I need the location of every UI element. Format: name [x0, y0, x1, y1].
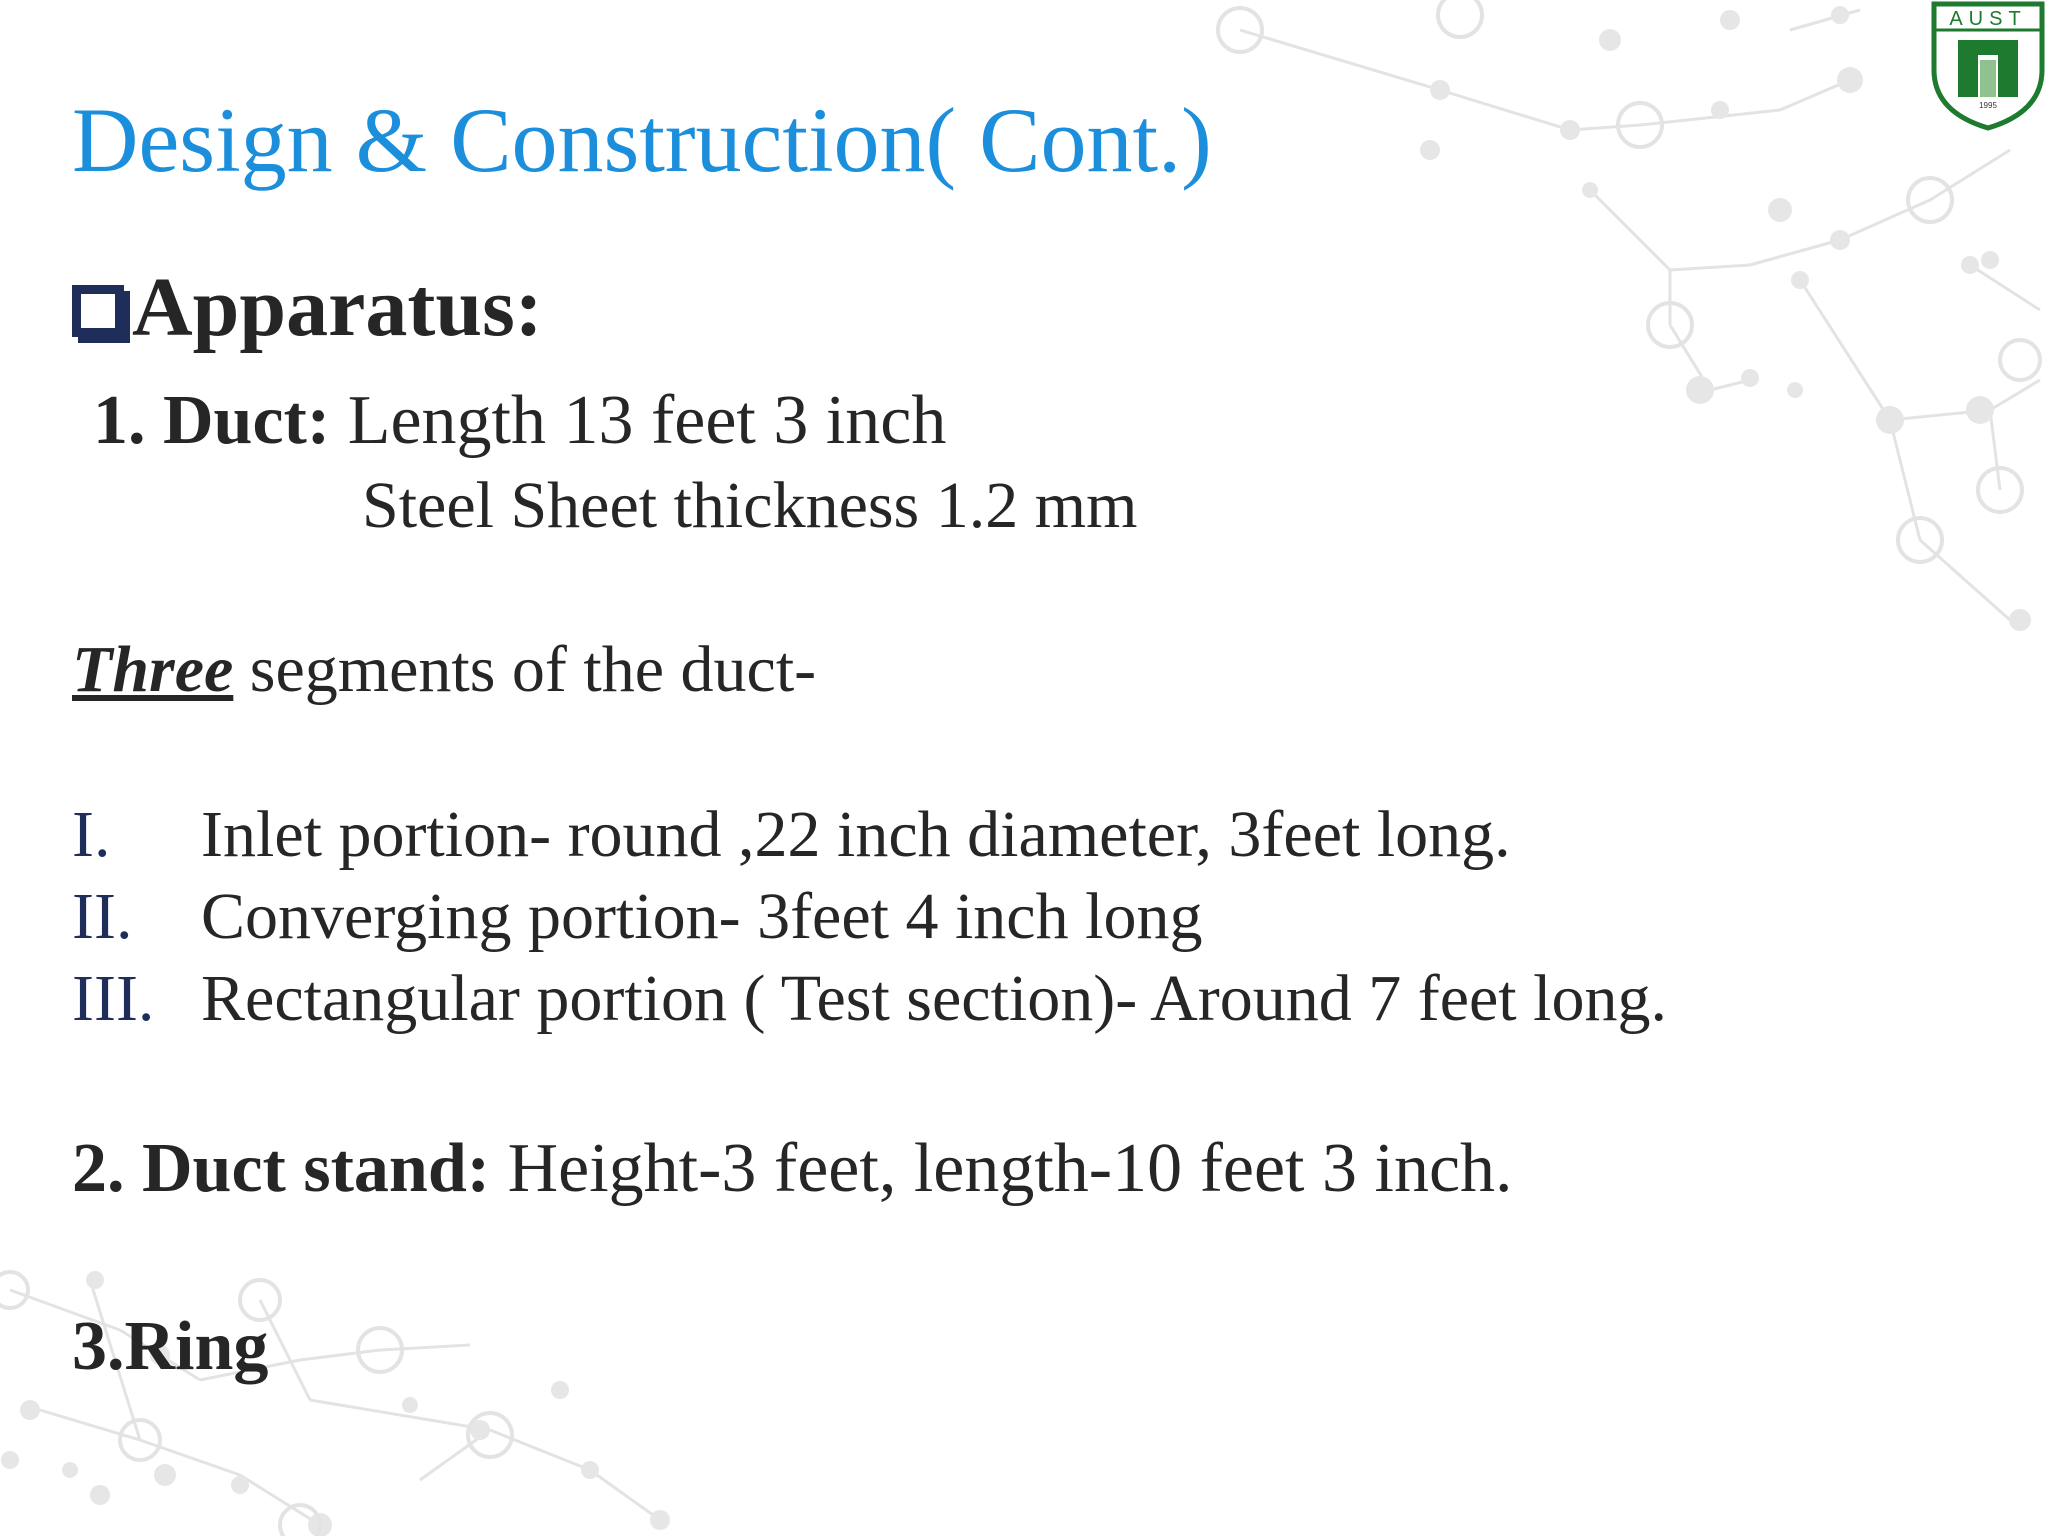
slide-title: Design & Construction( Cont.) — [72, 89, 1212, 191]
segment-item — [72, 881, 1202, 954]
segments-intro — [72, 634, 816, 707]
segment-text: Converging portion- 3feet 4 inch long — [201, 880, 1203, 953]
segments-intro-text: segments of the duct- — [249, 633, 817, 706]
logo-text: AUST — [1949, 8, 2027, 30]
aust-logo — [1928, 0, 2048, 132]
duct-stand-text: Height-3 feet, length-10 feet 3 inch. — [507, 1130, 1513, 1207]
apparatus-heading — [72, 262, 543, 354]
duct-stand-label: 2. Duct stand: — [72, 1130, 491, 1207]
segment-item — [72, 963, 1667, 1036]
segment-number: II. — [72, 880, 133, 953]
logo-year: 1995 — [1979, 101, 1997, 110]
segment-number: III. — [72, 962, 155, 1035]
duct-length: Length 13 feet 3 inch — [347, 382, 947, 459]
segments-intro-emphasis: Three — [72, 633, 234, 706]
duct-thickness: Steel Sheet thickness 1.2 mm — [362, 469, 1138, 542]
segment-number: I. — [72, 798, 111, 871]
ring-label: 3.Ring — [72, 1308, 269, 1385]
duct-label: 1. Duct: — [93, 382, 331, 459]
segment-text: Rectangular portion ( Test section)- Around 7 feet long. — [201, 962, 1667, 1035]
segment-item — [72, 799, 1511, 872]
duct-stand-line — [72, 1130, 1513, 1207]
apparatus-heading-text: Apparatus: — [132, 261, 543, 354]
segment-text: Inlet portion- round ,22 inch diameter, 3feet long. — [201, 798, 1511, 871]
duct-line — [93, 382, 946, 459]
checkbox-square-icon — [72, 285, 124, 337]
